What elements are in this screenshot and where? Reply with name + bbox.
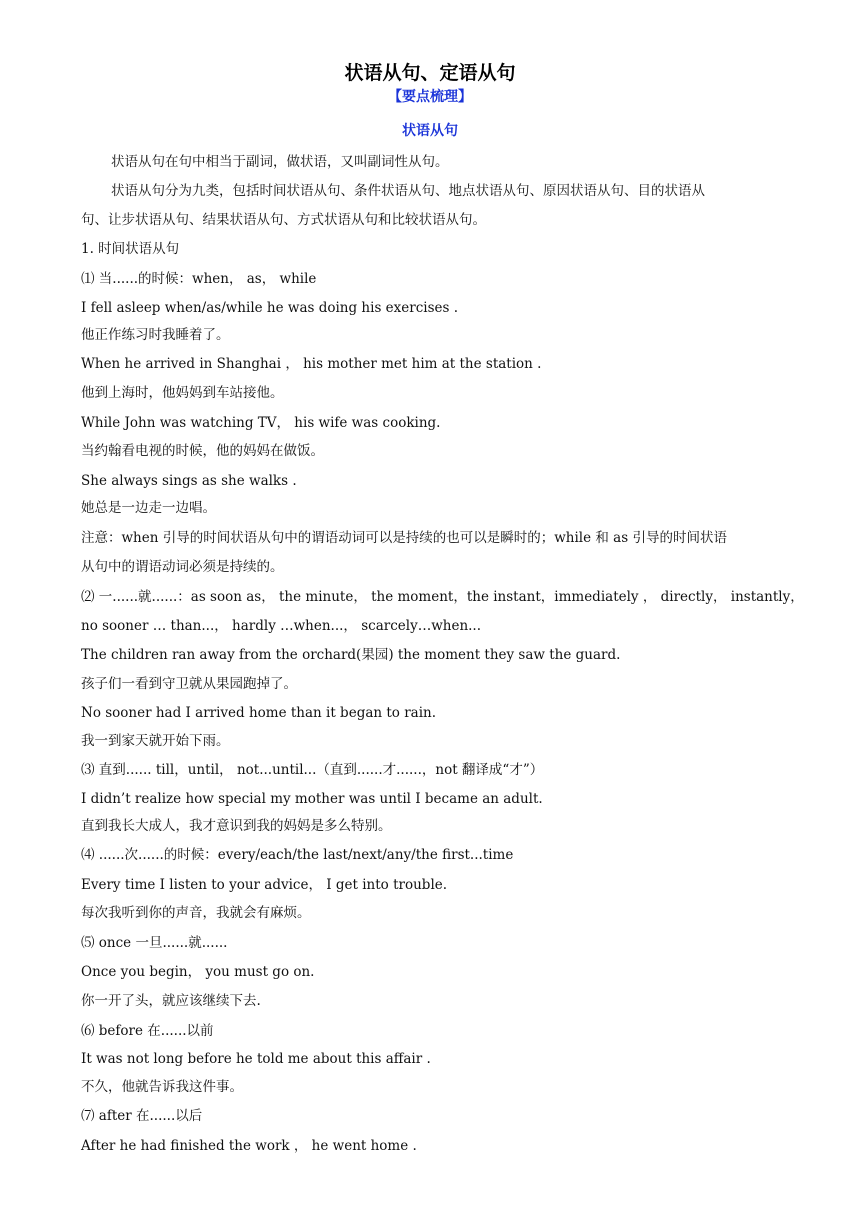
example-en: I didn’t realize how special my mother was until I became an adult. (81, 791, 543, 807)
example-zh: 不久，他就告诉我这件事。 (81, 1079, 243, 1095)
point-2-title-line-1: ⑵ 一......就......：as soon as， the minute， the moment，the instant，immediately ， directly， instantly， (81, 589, 804, 605)
section-heading: 状语从句 (402, 123, 458, 139)
point-2-title-line-2: no sooner … than...， hardly …when...， scarcely…when... (81, 618, 482, 634)
example-en: While John was watching TV， his wife was cooking. (81, 415, 441, 431)
key-points-heading: 【要点梳理】 (388, 89, 472, 105)
point-7-title: ⑺ after 在......以后 (81, 1108, 203, 1124)
example-zh: 当约翰看电视的时候，他的妈妈在做饭。 (81, 443, 324, 459)
example-zh: 孩子们一看到守卫就从果园跑掉了。 (81, 676, 297, 692)
example-zh: 他正作练习时我睡着了。 (81, 327, 230, 343)
point-5-title: ⑸ once 一旦......就...... (81, 935, 228, 951)
example-en: Once you begin， you must go on. (81, 964, 315, 980)
example-en: After he had finished the work ， he went home . (81, 1138, 417, 1154)
document-title: 状语从句、定语从句 (344, 62, 516, 84)
example-zh: 他到上海时，他妈妈到车站接他。 (81, 385, 284, 401)
example-zh: 我一到家天就开始下雨。 (81, 733, 230, 749)
point-1-title: ⑴ 当......的时候：when， as， while (81, 271, 317, 287)
example-en: I fell asleep when/as/while he was doing his exercises . (81, 300, 459, 316)
point-4-title: ⑷ ......次......的时候：every/each/the last/next/any/the first...time (81, 847, 514, 863)
point-3-title: ⑶ 直到...... till，until， not...until...（直到......才......，not 翻译成“才”） (81, 762, 544, 778)
example-en: She always sings as she walks . (81, 473, 297, 489)
intro-paragraph-1: 状语从句在句中相当于副词，做状语，又叫副词性从句。 (111, 154, 449, 170)
note-line-2: 从句中的谓语动词必须是持续的。 (81, 559, 284, 575)
example-zh: 直到我长大成人，我才意识到我的妈妈是多么特别。 (81, 818, 392, 834)
point-6-title: ⑹ before 在......以前 (81, 1023, 214, 1039)
example-en: Every time I listen to your advice， I get into trouble. (81, 877, 448, 893)
example-en: No sooner had I arrived home than it began to rain. (81, 705, 437, 721)
example-zh: 你一开了头，就应该继续下去. (81, 993, 261, 1009)
intro-paragraph-2-line-2: 句、让步状语从句、结果状语从句、方式状语从句和比较状语从句。 (81, 212, 486, 228)
subsection-heading-1: 1. 时间状语从句 (81, 241, 180, 257)
example-zh: 她总是一边走一边唱。 (81, 500, 216, 516)
intro-paragraph-2-line-1: 状语从句分为九类，包括时间状语从句、条件状语从句、地点状语从句、原因状语从句、目的状语从 (111, 183, 705, 199)
note-line-1: 注意：when 引导的时间状语从句中的谓语动词可以是持续的也可以是瞬时的；while 和 as 引导的时间状语 (81, 530, 727, 546)
example-en: The children ran away from the orchard(果园) the moment they saw the guard. (81, 647, 621, 663)
example-en: When he arrived in Shanghai ， his mother met him at the station . (81, 356, 542, 372)
example-en: It was not long before he told me about this affair . (81, 1051, 431, 1067)
example-zh: 每次我听到你的声音，我就会有麻烦。 (81, 905, 311, 921)
